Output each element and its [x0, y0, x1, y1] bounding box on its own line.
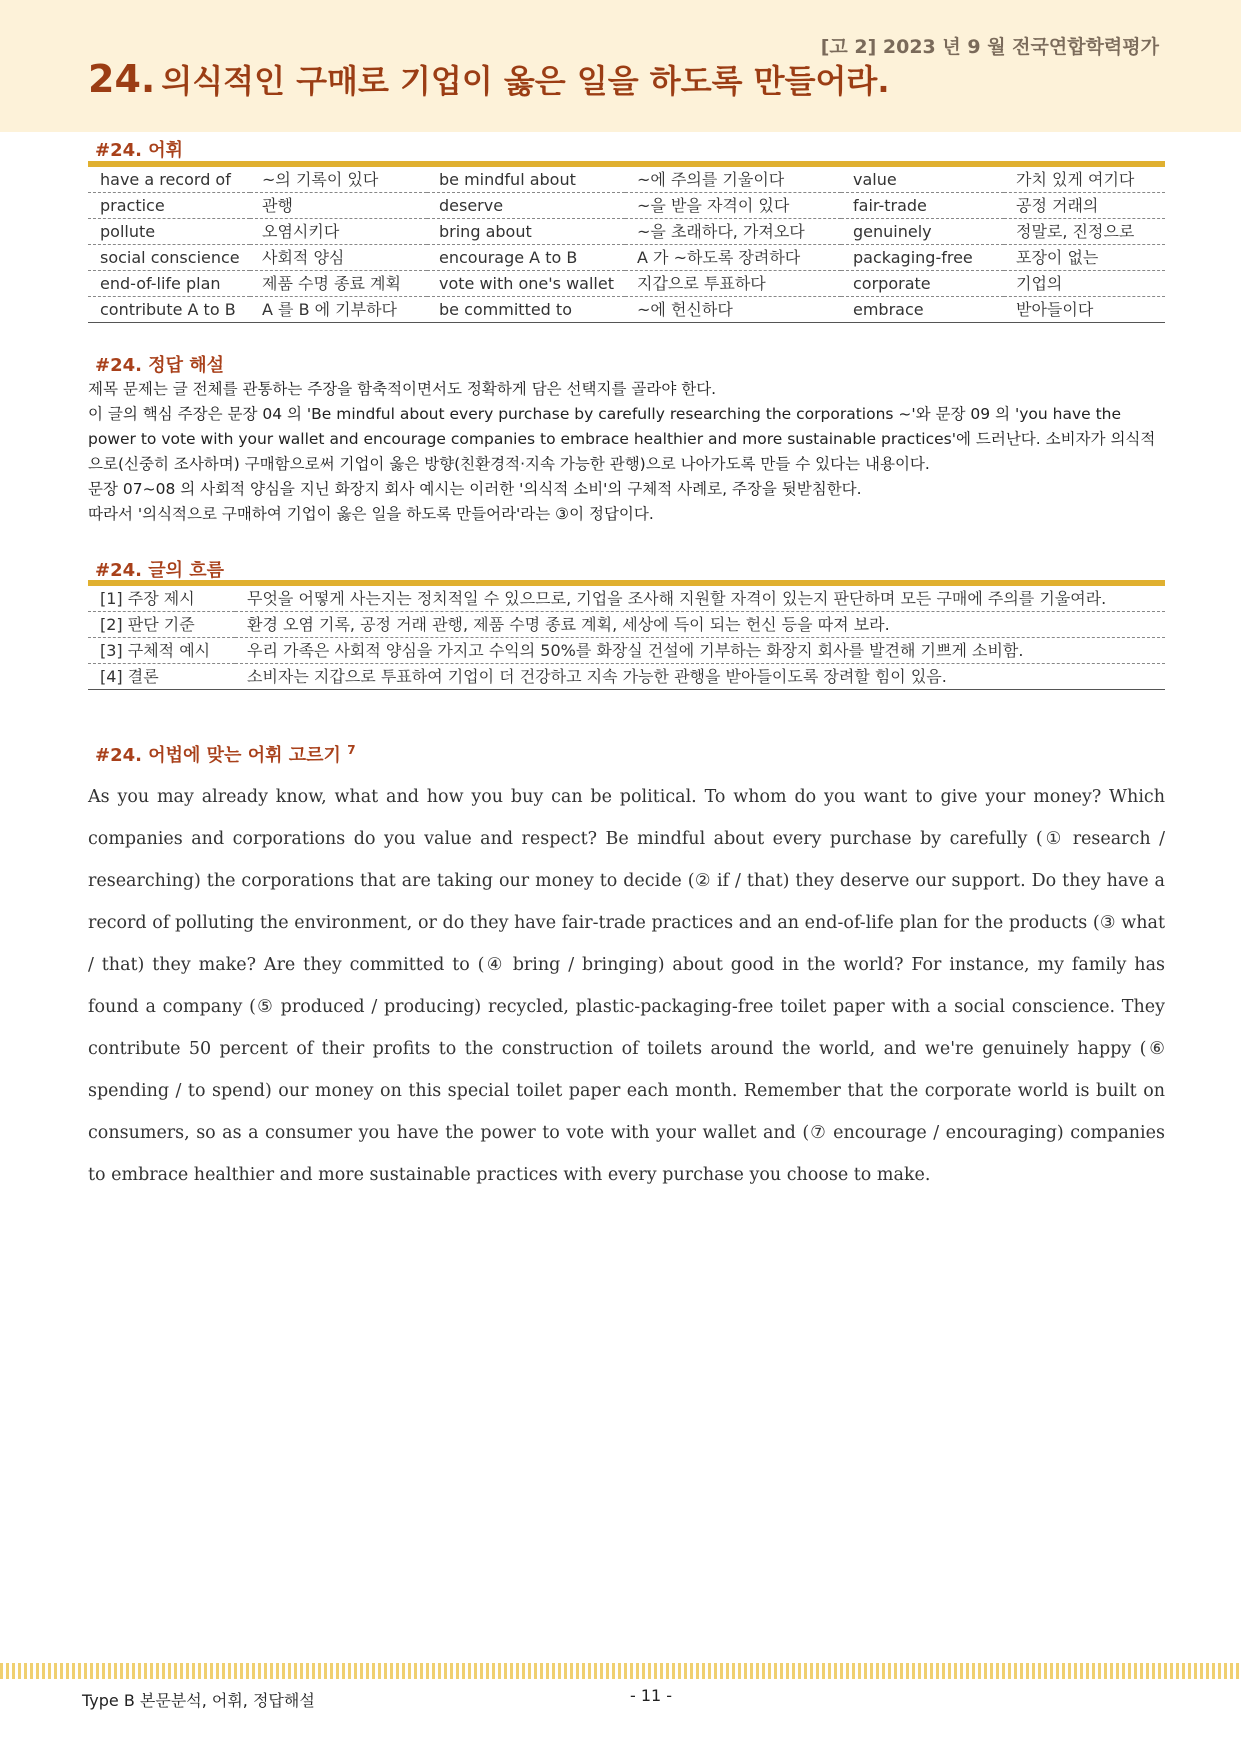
vocab-row — [88, 271, 1165, 297]
vocab-meaning: ~을 받을 자격이 있다 — [625, 193, 841, 219]
flow-step: [2] 판단 기준 — [88, 612, 235, 638]
vocab-term: bring about — [427, 219, 625, 245]
flow-summary: 우리 가족은 사회적 양심을 가지고 수익의 50%를 화장실 건설에 기부하는 화장지 회사를 발견해 기쁘게 소비함. — [235, 638, 1165, 664]
vocab-term: deserve — [427, 193, 625, 219]
question-number: 24. — [88, 57, 156, 101]
header-band — [0, 0, 1241, 132]
footer-label: Type B 본문분석, 어휘, 정답해설 — [82, 1691, 315, 1710]
flow-row — [88, 664, 1165, 690]
answer-line: 문장 07~08 의 사회적 양심을 지닌 화장지 회사 예시는 이러한 '의식적 소비'의 구체적 사례로, 주장을 뒷받침한다. — [88, 480, 862, 498]
flow-step: [4] 결론 — [100, 667, 159, 686]
answer-line: 이 글의 핵심 주장은 문장 04 의 'Be mindful about every purchase by carefully researching the corporations ~'와 문장 09 의 'you have the power to vote with your wallet and encourage companies to embrace healthier and more sustainable practices'에 드러난다. 소비자가 의식적으로(신중히 조사하며) 구매함으로써 기업이 옳은 방향(친환경적·지속 가능한 관행)으로 나아가도록 만들 수 있다는 내용이다. — [88, 405, 1156, 473]
vocab-row — [88, 164, 1165, 193]
vocab-meaning: 받아들이다 — [1016, 300, 1094, 319]
grammar-title-superscript: 7 — [347, 743, 356, 757]
vocab-term: social conscience — [88, 245, 250, 271]
vocab-meaning: 기업의 — [1004, 271, 1165, 297]
answer-section-title: #24. 정답 해설 — [95, 355, 225, 376]
vocab-table — [88, 161, 1165, 323]
vocab-meaning: 가치 있게 여기다 — [1004, 164, 1165, 193]
vocab-term: genuinely — [841, 219, 1004, 245]
flow-summary: 소비자는 지갑으로 투표하여 기업이 더 건강하고 지속 가능한 관행을 받아들이도록 장려할 힘이 있음. — [247, 667, 947, 686]
vocab-term: packaging-free — [841, 245, 1004, 271]
vocab-term: vote with one's wallet — [427, 271, 625, 297]
vocab-meaning: ~에 주의를 기울이다 — [625, 164, 841, 193]
vocab-meaning: 제품 수명 종료 계획 — [250, 271, 427, 297]
flow-row — [88, 583, 1165, 612]
flow-step: [3] 구체적 예시 — [88, 638, 235, 664]
vocab-meaning: A 를 B 에 기부하다 — [262, 300, 398, 319]
vocab-term: value — [841, 164, 1004, 193]
title-text: 의식적인 구매로 기업이 옳은 일을 하도록 만들어라. — [161, 62, 890, 100]
vocab-meaning: ~을 초래하다, 가져오다 — [625, 219, 841, 245]
vocab-meaning: ~에 헌신하다 — [637, 300, 733, 319]
grammar-passage — [88, 776, 1165, 1196]
flow-section-title: #24. 글의 흐름 — [95, 560, 225, 581]
answer-explanation — [88, 377, 1168, 527]
vocab-term: be mindful about — [427, 164, 625, 193]
flow-summary: 무엇을 어떻게 사는지는 정치적일 수 있으므로, 기업을 조사해 지원할 자격이 있는지 판단하며 모든 구매에 주의를 기울여라. — [235, 583, 1165, 612]
grammar-section-title — [95, 741, 356, 767]
vocab-row — [88, 193, 1165, 219]
vocab-term: embrace — [853, 300, 924, 319]
page-number: - 11 - — [630, 1686, 673, 1705]
vocab-meaning: 관행 — [250, 193, 427, 219]
exam-info: [고 2] 2023 년 9 월 전국연합학력평가 — [820, 36, 1159, 58]
flow-row — [88, 612, 1165, 638]
vocab-term: pollute — [88, 219, 250, 245]
vocab-term: corporate — [841, 271, 1004, 297]
vocab-row — [88, 297, 1165, 323]
vocab-meaning: 정말로, 진정으로 — [1004, 219, 1165, 245]
grammar-title-text: #24. 어법에 맞는 어휘 고르기 — [95, 745, 341, 766]
vocab-meaning: 포장이 없는 — [1004, 245, 1165, 271]
vocab-term: contribute A to B — [100, 300, 236, 319]
flow-table — [88, 580, 1165, 690]
flow-step: [1] 주장 제시 — [88, 583, 235, 612]
vocab-row — [88, 219, 1165, 245]
vocab-term: end-of-life plan — [88, 271, 250, 297]
vocab-term: be committed to — [439, 300, 572, 319]
vocab-meaning: A 가 ~하도록 장려하다 — [625, 245, 841, 271]
answer-line: 따라서 '의식적으로 구매하여 기업이 옳은 일을 하도록 만들어라'라는 ③이 정답이다. — [88, 505, 654, 523]
vocab-row — [88, 245, 1165, 271]
vocab-meaning: 공정 거래의 — [1004, 193, 1165, 219]
vocab-term: fair-trade — [841, 193, 1004, 219]
vocab-meaning: 지갑으로 투표하다 — [625, 271, 841, 297]
vocab-term: practice — [88, 193, 250, 219]
vocab-meaning: ~의 기록이 있다 — [250, 164, 427, 193]
vocab-section-title: #24. 어휘 — [95, 140, 184, 161]
page-title — [88, 56, 889, 102]
vocab-meaning: 오염시키다 — [250, 219, 427, 245]
answer-line: 제목 문제는 글 전체를 관통하는 주장을 함축적이면서도 정확하게 담은 선택지를 골라야 한다. — [88, 380, 717, 398]
vocab-term: encourage A to B — [427, 245, 625, 271]
vocab-meaning: 사회적 양심 — [250, 245, 427, 271]
vocab-term: have a record of — [88, 164, 250, 193]
footer-stripe — [0, 1663, 1241, 1679]
flow-row — [88, 638, 1165, 664]
flow-summary: 환경 오염 기록, 공정 거래 관행, 제품 수명 종료 계획, 세상에 득이 되는 헌신 등을 따져 보라. — [235, 612, 1165, 638]
passage-text: As you may already know, what and how you buy can be political. To whom do you want to give your money? Which companies and corporations do you value and respect? Be mindful about every purchase by carefully (① research / researching) the corporations that are taking our money to decide (② if / that) they deserve our support. Do they have a record of polluting the environment, or do they have fair-trade practices and an end-of-life plan for the products (③ what / that) they make? Are they committed to (④ bring / bringing) about good in the world? For instance, my family has found a company (⑤ produced / producing) recycled, plastic-packaging-free toilet paper with a social conscience. They contribute 50 percent of their profits to the construction of toilets around the world, and we're genuinely happy (⑥ spending / to spend) our money on this special toilet paper each month. Remember that the corporate world is built on consumers, so as a consumer you have the power to vote with your wallet and (⑦ encourage / encouraging) companies to embrace healthier and more sustainable practices with every purchase you choose to make. — [88, 787, 1165, 1185]
